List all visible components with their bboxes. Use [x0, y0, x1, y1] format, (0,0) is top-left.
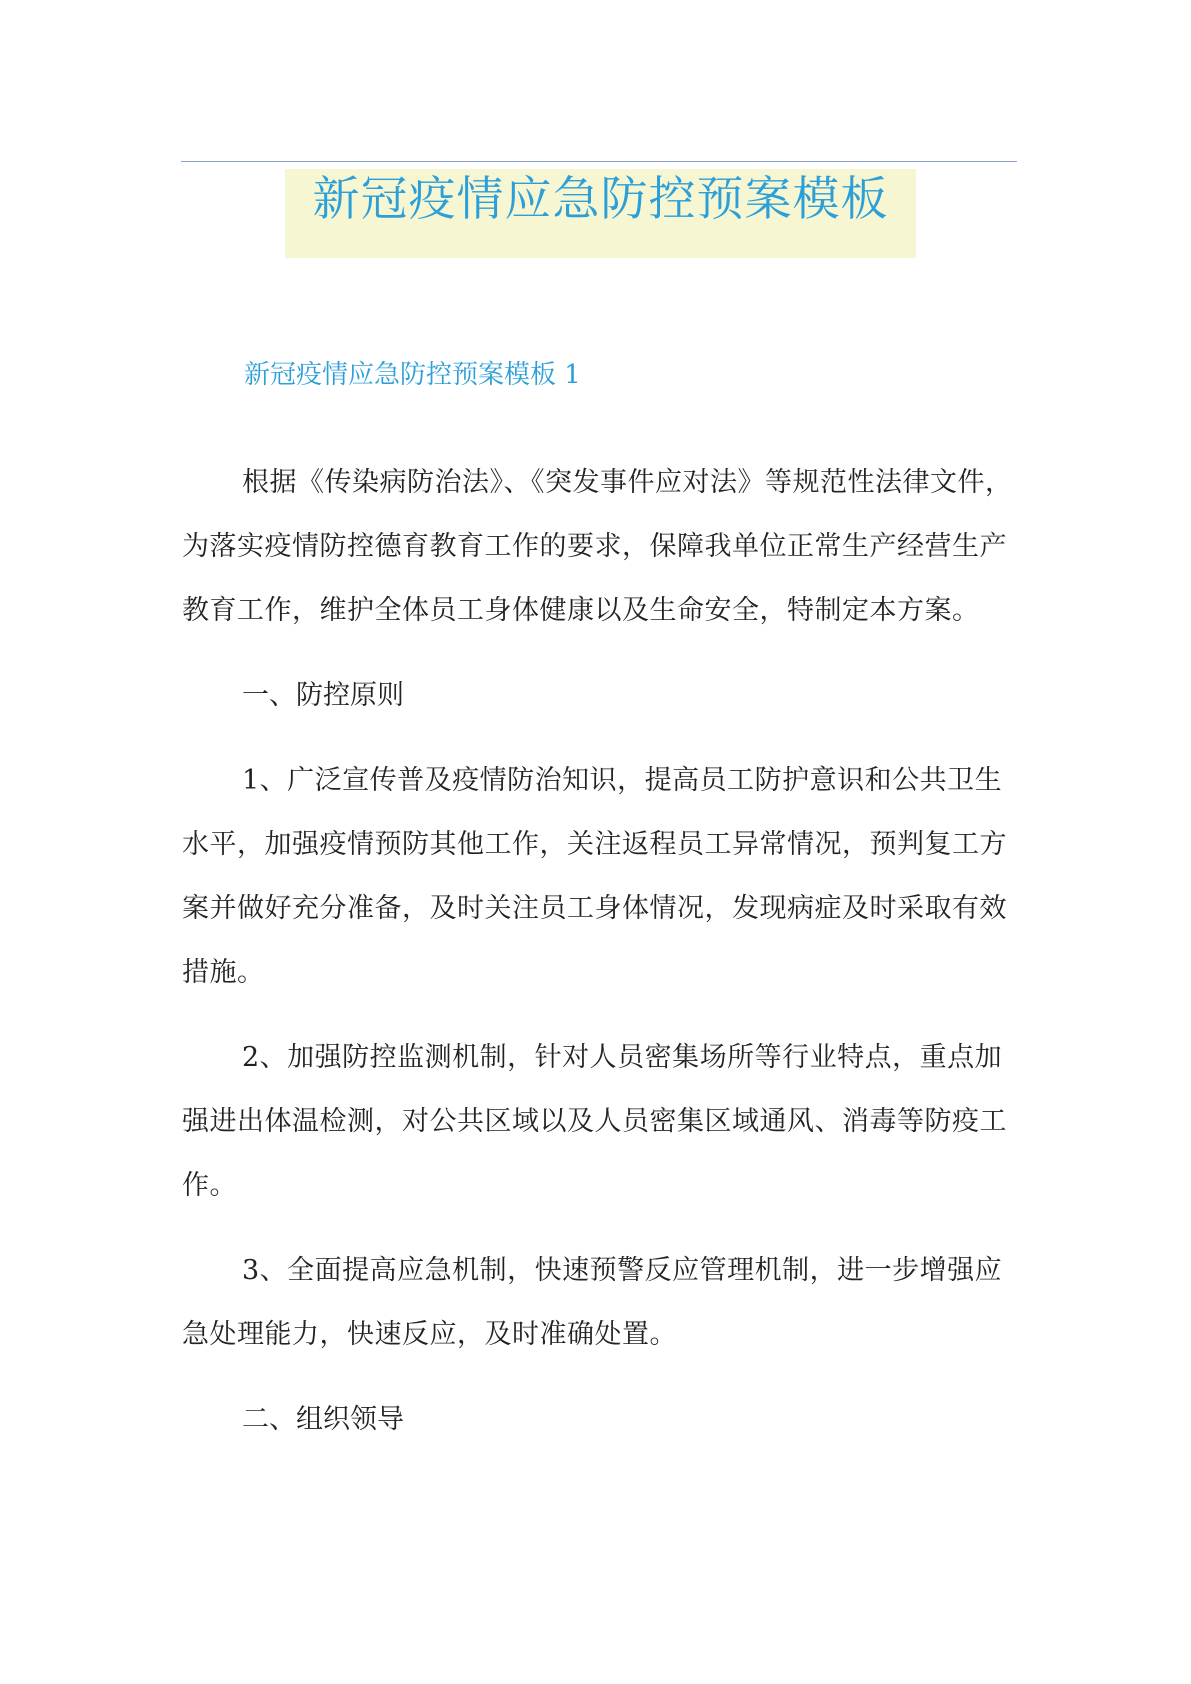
document-title: 新冠疫情应急防控预案模板 — [312, 172, 889, 227]
intro-paragraph: 根据《传染病防治法》、《突发事件应对法》等规范性法律文件，为落实疫情防控德育教育工作的要求，保障我单位正常生产经营生产教育工作，维护全体员工身体健康以及生命安全，特制定本方案。 — [182, 467, 1013, 626]
document-body — [182, 355, 1018, 1452]
principle-item-1: 1、广泛宣传普及疫情防治知识，提高员工防护意识和公共卫生水平，加强疫情预防其他工作，关注返程员工异常情况，预判复工方案并做好充分准备，及时关注员工身体情况，发现病症及时采取有效措施。 — [182, 765, 1007, 988]
principle-item-2: 2、加强防控监测机制，针对人员密集场所等行业特点，重点加强进出体温检测，对公共区域以及人员密集区域通风、消毒等防疫工作。 — [182, 1042, 1007, 1201]
section-subtitle: 新冠疫情应急防控预案模板 1 — [244, 360, 581, 390]
header-rule — [181, 161, 1017, 162]
principle-item-3: 3、全面提高应急机制，快速预警反应管理机制，进一步增强应急处理能力，快速反应，及时准确处置。 — [182, 1255, 1003, 1350]
section-heading-principles: 一、防控原则 — [242, 680, 404, 711]
section-heading-organization: 二、组织领导 — [242, 1404, 404, 1435]
